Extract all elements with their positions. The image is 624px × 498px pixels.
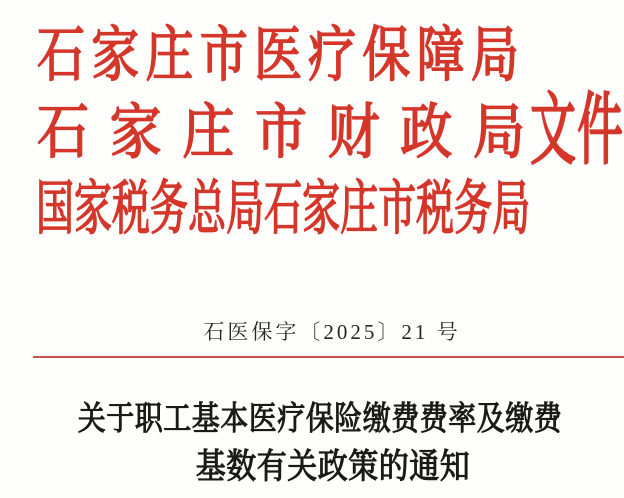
agency-name-taxation-bureau: 国 家 税 务 总 局 石 家 庄 市 税 务 局 — [36, 177, 531, 243]
agency-name-finance-bureau: 石 家 庄 市 财 政 局 — [37, 100, 525, 167]
document-reference-number: 石医保字〔2025〕21 号 — [203, 320, 461, 344]
red-divider-rule — [33, 356, 624, 358]
document-title-line-2: 基数有关政策的通知 — [195, 448, 471, 486]
document-title-line-1: 关于职工基本医疗保险缴费费率及缴费 — [77, 401, 563, 438]
agency-name-medical-security-bureau: 石 家 庄 市 医 疗 保 障 局 — [37, 22, 519, 89]
document-type-label: 文件 — [530, 86, 624, 175]
